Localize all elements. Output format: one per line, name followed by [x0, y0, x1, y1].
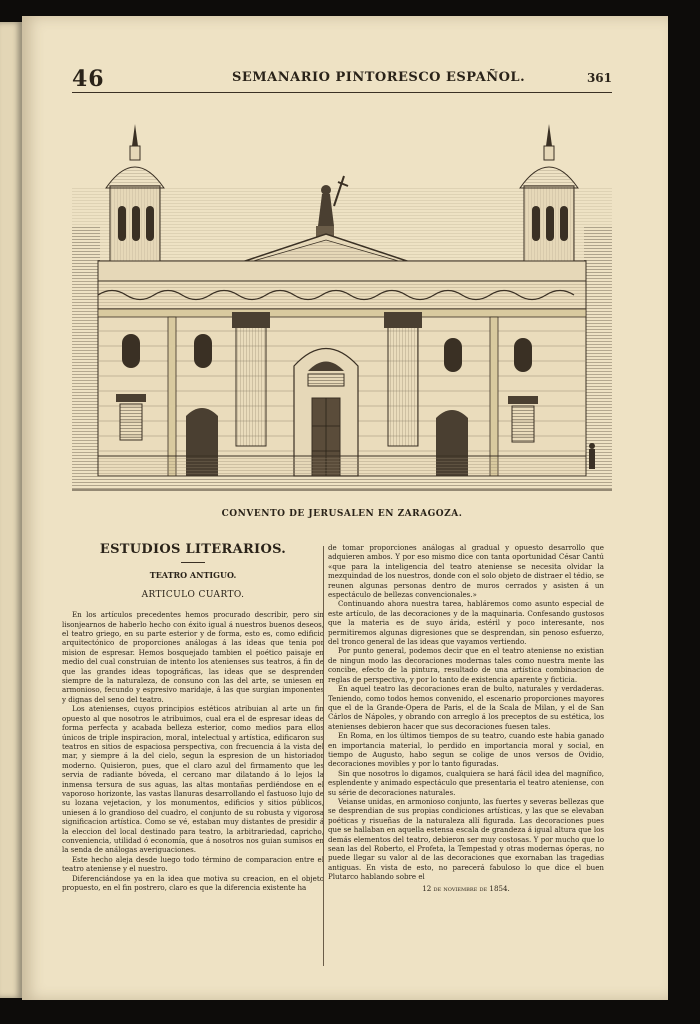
page-header [72, 66, 612, 92]
paragraph: En los artículos precedentes hemos procurado describir, pero sin lisonjearnos de haberlo hecho con éxito igual á nuestros buenos deseos, el teatro griego, en su parte esterior y de forma, esto es, como edificio arquitectónico de proporciones análogas á las ideas que tenia por mision de espresar. Hemos bosquejado tambien el poético paisaje en medio del cual construian de intento los atenienses sus teatros, á fin de que las grandes ideas topográficas, las ideas que se desprenden siempre de la naturaleza, de consuno con las del arte, se uniesen en armonioso, fecundo y espresivo maridaje, á las que surgian imponentes y dignas del seno del teatro. [62, 610, 324, 704]
facing-page-edge [0, 22, 22, 998]
paragraph: Continuando ahora nuestra tarea, habláremos como asunto especial de este artículo, de las decoraciones y de la maquinaria. Confesando gustosos que la materia es de suyo árida, estéril y poco interesante, nos permitiremos algunas digresiones que se desprendan, sin penoso esfuerzo, del tronco general de las ideas que vayamos vertiendo. [328, 599, 604, 647]
section-title: ESTUDIOS LITERARIOS. [99, 542, 287, 557]
right-column [328, 543, 604, 893]
illustration-caption: CONVENTO DE JERUSALEN EN ZARAGOZA. [221, 509, 463, 519]
paragraph: Los atenienses, cuyos principios estéticos atribuian al arte un fin opuesto al que nosotros le atribuimos, cual era el de espresar ideas de forma perfecta y acabada belleza esterior, como medios para ellos únicos de triple inspiracion, moral, intelectual y artística, edificaron sus teatros en sitios de espaciosa perspectiva, con frecuencia á la vista del mar, y siempre á la del cielo, segun la espresion de un historiador moderno. Quisieron, pues, que el claro azul del firmamento que les servia de radiante bóveda, el cercano mar dilatando á lo lejos la inmensa tersura de sus aguas, las altas montañas perdiéndose en el vaporoso horizonte, las vastas llanuras desarrollando el fastuoso lujo de su lozana vejetacion, y los monumentos, edificios y sitios públicos, uniesen á lo grandioso del cuadro, el conjunto de su robusta y vigorosa significacion artística. Como se vé, estaban muy distantes de presidir á la eleccion del local destinado para teatro, la arbitrariedad, capricho, conveniencia, utilidad ó economía, que á nosotros nos guian sumisos en la senda de análogas averiguaciones. [62, 704, 324, 855]
column-divider [323, 546, 324, 966]
page-number: 46 [72, 66, 105, 92]
paragraph: En Roma, en los últimos tiempos de su teatro, cuando este habia ganado en importancia material, lo perdido en importancia moral y social, en tiempo de Augusto, habo segun se colige de unos versos de Ovidio, decoraciones movibles y por lo tanto figuradas. [328, 731, 604, 769]
paragraph: Sin que nosotros lo digamos, cualquiera se hará fácil idea del magnífico, esplendente y animado espectáculo que presentaria el teatro ateniense, con su série de decoraciones naturales. [328, 768, 604, 797]
issue-number: 361 [586, 71, 612, 85]
left-column [62, 543, 324, 892]
magazine-page [22, 16, 668, 1000]
section-rule [181, 562, 205, 563]
date-line [328, 884, 604, 893]
convent-engraving [72, 116, 612, 511]
article-title: ARTICULO CUARTO. [141, 589, 245, 600]
paragraph: En aquel teatro las decoraciones eran de bulto, naturales y verdaderas. Teniendo, como todos hemos convenido, el escenario proporciones mayores que el de la Grande-Opera de Paris, el de la Scala de Milan, y el de San Cárlos de Nápoles, y obrando con arreglo á los preceptos de su estética, los atenienses debieron hacer que sus decoraciones fuesen tales. [328, 684, 604, 731]
running-title: SEMANARIO PINTORESCO ESPAÑOL. [232, 70, 526, 85]
engraving-drawing [72, 116, 612, 511]
paragraph: Diferenciándose ya en la idea que motiva su creacion, en el objeto propuesto, en el fin postrero, claro es que la diferencia existente ha [62, 873, 324, 892]
date-text: 12 de noviembre de 1854. [422, 883, 510, 893]
subsection-title: TEATRO ANTIGUO. [149, 570, 237, 581]
header-rule [72, 92, 612, 93]
paragraph: Este hecho aleja desde luego todo término de comparacion entre el teatro ateniense y el nuestro. [62, 854, 324, 874]
paragraph: de tomar proporciones análogas al gradual y opuesto desarrollo que adquieren ambos. Y por eso mismo dice con tanta oportunidad César Cantú «que para la inteligencia del teatro ateniense se necesita olvidar la mezquindad de los nuestros, donde con el solo objeto de distraer el tédio, se reunen algunas personas dentro de muros cerrados y asisten á un espectáculo de bellezas convencionales.» [328, 543, 604, 600]
paragraph: Por punto general, podemos decir que en el teatro ateniense no existian de ningun modo las decoraciones modernas tales como nuestra mente las concibe, efecto de la pintura, resultado de una artística combinacion de reglas de perspectiva, y por lo tanto de existencia aparente y ficticia. [328, 646, 604, 684]
paragraph: Veianse unidas, en armonioso conjunto, las fuertes y severas bellezas que se desprendian de sus propias condiciones artísticas, y las que se elevaban poéticas y risueñas de la naturaleza allí figurada. Las decoraciones pues que se hallaban en aquella estensa escala de grandeza á igual altura que los demás elementos del teatro, debieron ser muy costosas. Y por mucho que lo sean las del Roberto, el Profeta, la Tempestad y otras modernas óperas, no puede llegar su valor al de las decoraciones que exornaban las tragedias antiguas. En vista de esto, no parecerá fabuloso lo que dice el buen Plutarco hablando sobre el [328, 796, 604, 882]
